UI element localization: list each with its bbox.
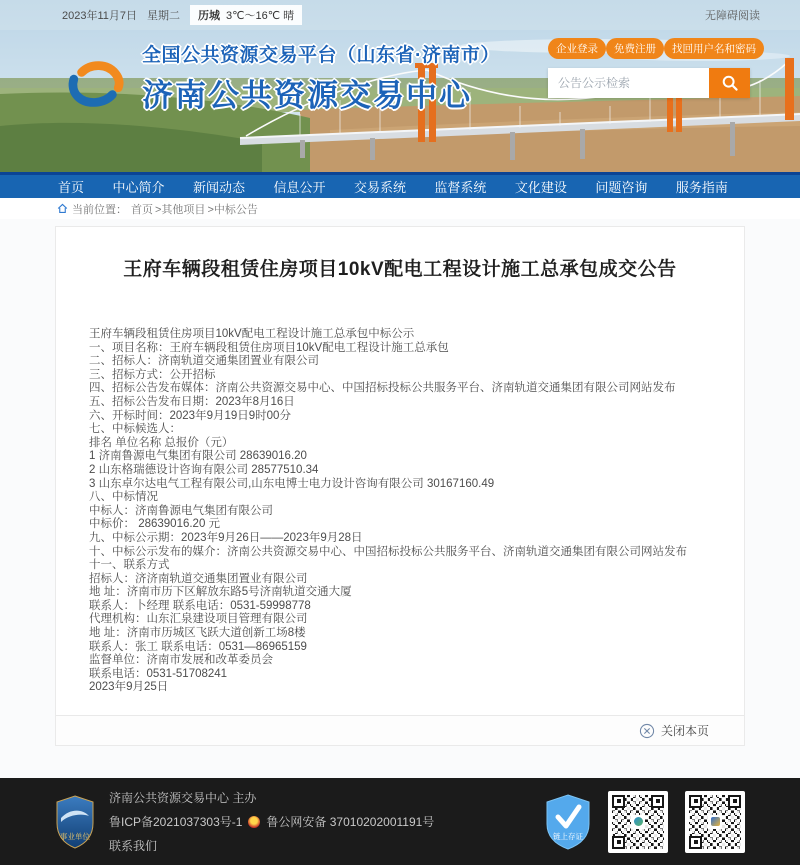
blockchain-certificate-label: 链上存证 — [553, 831, 583, 841]
breadcrumb-label: 当前位置： — [72, 203, 127, 216]
announcement-search — [548, 68, 750, 98]
close-icon — [639, 723, 655, 739]
nav-item[interactable]: 新闻动态 — [192, 180, 245, 195]
article-line: 二、招标人：济南轨道交通集团置业有限公司 — [89, 355, 319, 368]
header-action-button[interactable]: 企业登录 — [548, 38, 606, 59]
announcement-body — [89, 328, 711, 695]
content-area — [0, 219, 800, 778]
header-action-button[interactable]: 找回用户名和密码 — [664, 38, 764, 59]
qr-code-1 — [608, 791, 668, 853]
article-line: 七、中标候选人： — [89, 423, 181, 436]
article-line: 九、中标公示期：2023年9月26日——2023年9月28日 — [89, 531, 363, 544]
institution-badge-icon — [55, 795, 95, 849]
contact-us-link[interactable]: 联系我们 — [109, 838, 158, 853]
platform-title: 全国公共资源交易平台（山东省·济南市） — [142, 45, 500, 66]
article-line: 三、招标方式：公开招标 — [89, 368, 216, 381]
nav-item[interactable]: 监督系统 — [434, 180, 487, 195]
main-nav — [0, 172, 800, 198]
article-line: 四、招标公告发布媒体：济南公共资源交易中心、中国招标投标公共服务平台、济南轨道交通集团有限公司网站发布 — [89, 382, 676, 395]
breadcrumb-path — [131, 201, 258, 217]
article-line: 联系人：张工 联系电话：0531—86965159 — [89, 640, 307, 653]
article-line: 监督单位：济南市发展和改革委员会 — [89, 654, 273, 667]
article-line: 地 址：济南市历下区解放东路5号济南轨道交通大厦 — [89, 586, 352, 599]
nav-item[interactable]: 交易系统 — [353, 180, 406, 195]
police-badge-icon — [248, 816, 260, 828]
article-line: 3 山东卓尔达电气工程有限公司,山东电博士电力设计咨询有限公司 30167160.49 — [89, 477, 495, 490]
article-line: 地 址：济南市历城区飞跃大道创新工场8楼 — [89, 627, 306, 640]
site-header-banner — [0, 30, 800, 172]
close-label: 关闭本页 — [660, 724, 709, 738]
article-line: 代理机构：山东汇泉建设项目管理有限公司 — [89, 613, 308, 626]
close-row — [56, 715, 744, 745]
article-line: 十一、联系方式 — [89, 559, 170, 572]
close-page-button[interactable] — [639, 722, 709, 739]
article-line: 八、中标情况 — [89, 491, 158, 504]
institution-badge-label: 事业单位 — [60, 831, 90, 841]
footer-icp-row — [109, 810, 434, 834]
announcement-card — [55, 226, 745, 746]
blockchain-certificate-icon — [545, 794, 591, 850]
footer-org-line: 济南公共资源交易中心 主办 — [109, 790, 257, 805]
weather-info: 3℃～16℃ 晴 — [226, 10, 295, 22]
footer-badges — [545, 791, 745, 853]
top-utility-bar — [0, 0, 800, 30]
search-icon — [721, 74, 739, 92]
article-line: 2 山东格瑞德设计咨询有限公司 28577510.34 — [89, 463, 319, 476]
article-line: 六、开标时间：2023年9月19日9时00分 — [89, 409, 291, 422]
nav-item[interactable]: 文化建设 — [514, 180, 567, 195]
weekday-text: 星期二 — [147, 10, 181, 22]
search-button[interactable] — [709, 68, 750, 98]
article-line: 中标人：济南鲁源电气集团有限公司 — [89, 504, 273, 517]
breadcrumb — [0, 198, 800, 219]
footer — [0, 778, 800, 865]
article-line: 排名 单位名称 总报价（元） — [89, 436, 234, 449]
nav-item[interactable]: 问题咨询 — [595, 180, 648, 195]
breadcrumb-item[interactable]: >其他项目 — [155, 203, 206, 216]
header-action-button[interactable]: 免费注册 — [606, 38, 664, 59]
header-action-buttons — [548, 38, 756, 59]
nav-item[interactable]: 服务指南 — [675, 180, 728, 195]
footer-info — [109, 786, 434, 858]
accessibility-link[interactable]: 无障碍阅读 — [705, 10, 760, 22]
nav-item[interactable]: 首页 — [58, 180, 85, 195]
article-line: 十、中标公示发布的媒介：济南公共资源交易中心、中国招标投标公共服务平台、济南轨道交通集团有限公司网站发布 — [89, 545, 687, 558]
article-line: 五、招标公告发布日期：2023年8月16日 — [89, 395, 295, 408]
police-record-link[interactable]: 鲁公网安备 37010202001191号 — [266, 814, 435, 829]
breadcrumb-item[interactable]: 首页 — [131, 203, 153, 216]
article-line: 联系电话：0531-51708241 — [89, 667, 228, 680]
icp-link[interactable]: 鲁ICP备2021037303号-1 — [109, 814, 243, 829]
article-line: 中标价： 28639016.20 元 — [89, 518, 221, 531]
article-line: 一、项目名称：王府车辆段租赁住房项目10kV配电工程设计施工总承包 — [89, 341, 449, 354]
nav-item[interactable]: 信息公开 — [273, 180, 326, 195]
announcement-title: 王府车辆段租赁住房项目10kV配电工程设计施工总承包成交公告 — [123, 259, 677, 280]
weather-city: 历城 — [198, 10, 221, 22]
article-line: 1 济南鲁源电气集团有限公司 28639016.20 — [89, 450, 307, 463]
weather-widget — [190, 5, 302, 25]
article-line: 联系人：卜经理 联系电话：0531-59998778 — [89, 599, 311, 612]
header-actions — [548, 38, 756, 98]
article-line: 2023年9月25日 — [89, 681, 169, 694]
article-line: 招标人：济济南轨道交通集团置业有限公司 — [89, 572, 308, 585]
breadcrumb-item[interactable]: >中标公告 — [207, 203, 258, 216]
article-line: 王府车辆段租赁住房项目10kV配电工程设计施工总承包中标公示 — [89, 328, 415, 340]
search-input[interactable] — [548, 68, 709, 98]
site-titles — [142, 40, 500, 115]
home-icon — [57, 203, 68, 214]
nav-item[interactable]: 中心简介 — [112, 180, 165, 195]
site-logo[interactable] — [56, 56, 138, 110]
qr-code-2 — [685, 791, 745, 853]
date-text: 2023年11月7日 — [62, 10, 138, 22]
site-title: 济南公共资源交易中心 — [142, 78, 472, 113]
